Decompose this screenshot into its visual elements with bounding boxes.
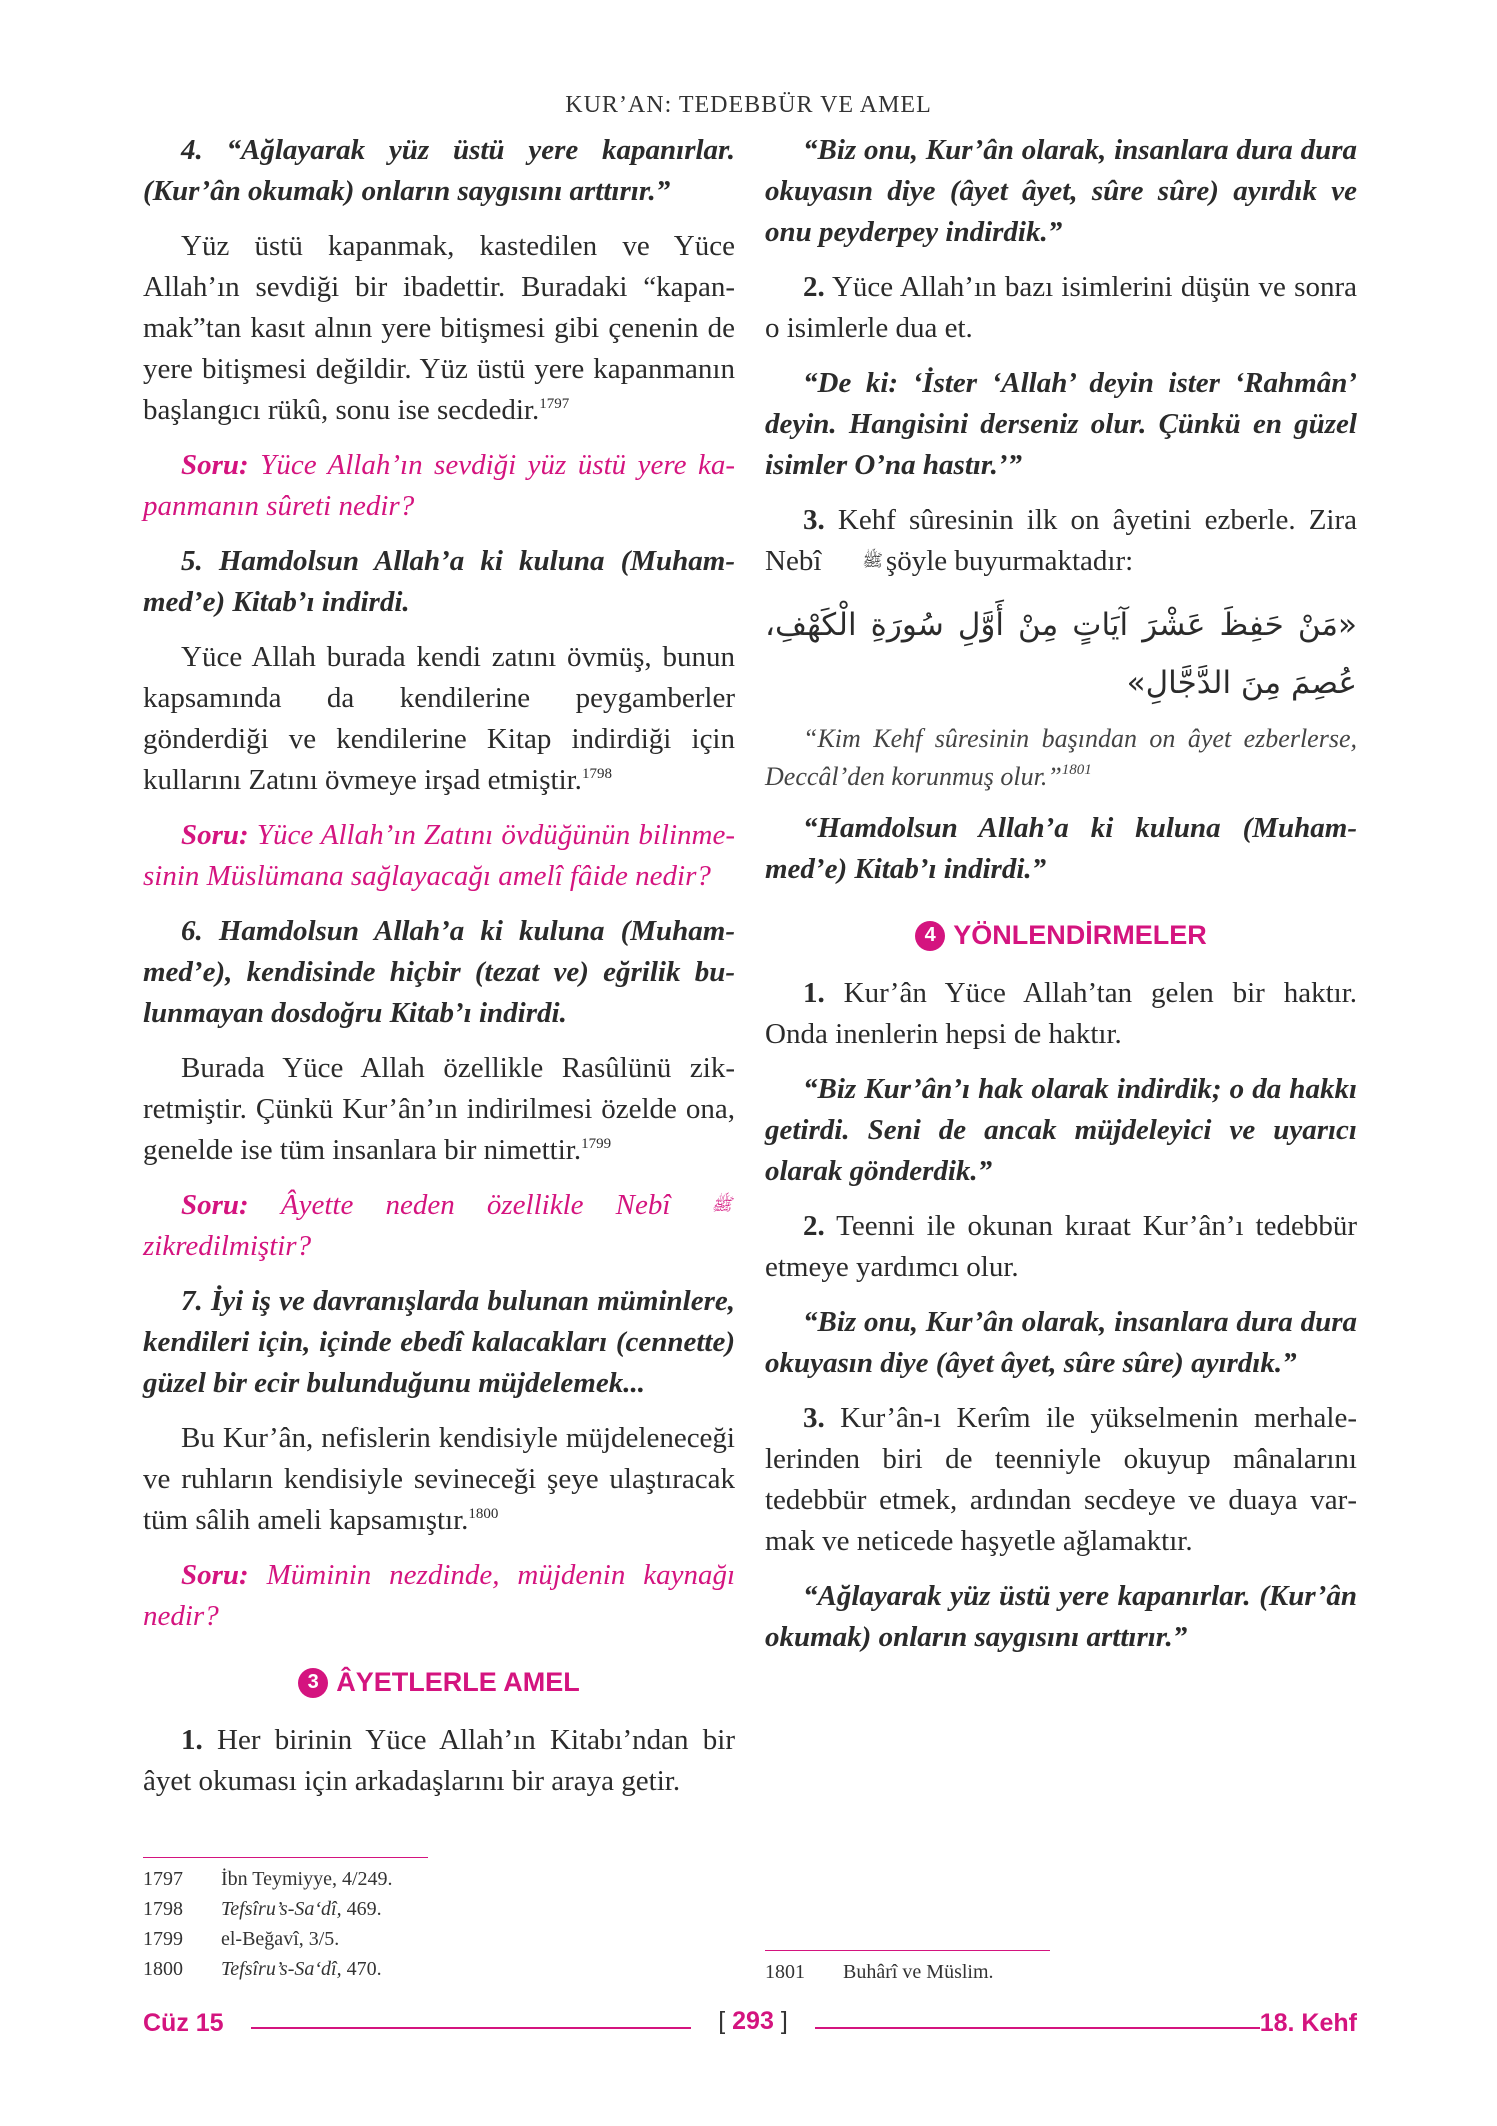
item-number: 1. [803, 977, 825, 1009]
footnote [143, 1954, 703, 1984]
item-number: 2. [803, 271, 825, 303]
page-number-value: 293 [732, 2007, 774, 2035]
commentary-text: Yüce Allah burada kendi zatını övmüş, bunun kapsamında da kendilerine peygamberler gönderdiği ve kendilerine Kitap indirdiği için kullarını Zatını övmeye irşad etmiştir. [143, 641, 735, 796]
footnote-ref-1798[interactable]: 1798 [581, 766, 612, 782]
footnote-text: 470. [341, 1958, 382, 1980]
footnote-number: 1797 [143, 1868, 183, 1890]
verse-quote: “Ağlayarak yüz üstü yere kapanırlar. (Kur’ân okumak) onların saygısını arttırır.” [765, 1580, 1357, 1653]
section-title: ÂYETLERLE AMEL [336, 1667, 580, 1697]
action-item [765, 267, 1357, 349]
arabic-hadith: «مَنْ حَفِظَ عَشْرَ آيَاتٍ مِنْ أَوَّلِ سُورَةِ الْكَهْفِ، عُصِمَ مِنَ الدَّجَّالِ» [765, 607, 1357, 701]
commentary-paragraph [143, 1418, 735, 1541]
section-heading-yonlendirmeler [765, 920, 1357, 951]
item-text: Kur’ân-ı Kerîm ile yükselmenin merhalelerinden biri de teenniyle okuyup mânalarını tedebbür etmek, ardından secdeye ve duaya varmak ve neticede haşyetle ağlamaktır. [765, 1402, 1358, 1557]
verse-quote: “De ki: ‘İster ‘Allah’ deyin ister ‘Rahmân’ deyin. Hangisini derseniz olur. Çünkü en güzel isimler O’na hastır.’” [765, 367, 1357, 481]
question-text: Yüce Allah’ın sevdiği yüz üstü yere kapanmanın sûreti nedir? [143, 449, 735, 522]
guidance-item [765, 1206, 1357, 1288]
section-title: YÖNLENDİRMELER [953, 920, 1207, 950]
action-item [765, 500, 1357, 582]
commentary-text: Yüz üstü kapanmak, kastedilen ve Yüce Allah’ın sevdiği bir ibadettir. Buradaki “kapanmak”tan kasıt alnın yere bitişmesi gibi çenenin de yere bitişmesi değildir. Yüz üstü yere kapanmanın başlangıcı rükû, sonu ise secdedir. [143, 230, 735, 426]
footnote-number: 1801 [765, 1961, 805, 1983]
item-number: 3. [803, 1402, 825, 1434]
commentary-text: Burada Yüce Allah özellikle Rasûlünü zikretmiştir. Çünkü Kur’ân’ın indirilmesi özelde ona, genelde ise tüm insanlara bir nimettir. [143, 1052, 735, 1166]
question [143, 815, 735, 897]
footnote-source-italic: Tefsîru’s-Sa‘dî, [221, 1898, 342, 1920]
item-text: Teenni ile okunan kıraat Kur’ân’ı tedebbür etmeye yardımcı olur. [765, 1210, 1357, 1283]
footnote-text: İbn Teymiyye, 4/249. [221, 1868, 393, 1890]
verse-quote: “Biz onu, Kur’ân olarak, insanlara dura dura okuyasın diye (âyet âyet, sûre sûre) ayırdık ve onu peyderpey indirdik.” [765, 134, 1357, 248]
commentary-paragraph [143, 1048, 735, 1171]
footnote-text: Buhârî ve Müslim. [843, 1961, 994, 1983]
juz-label: Cüz 15 [143, 2009, 224, 2037]
surah-label: 18. Kehf [1259, 2009, 1357, 2037]
item-text: Her birinin Yüce Allah’ın Kitabı’ndan bir âyet okuması için arkadaşlarını bir araya getir. [143, 1724, 735, 1797]
item-text: Yüce Allah’ın bazı isimlerini düşün ve sonra o isimlerle dua et. [765, 271, 1357, 344]
footnote-ref-1797[interactable]: 1797 [539, 396, 570, 412]
verse-heading-5: 5. Hamdolsun Allah’a ki kuluna (Muhammed’e) Kitab’ı indirdi. [143, 545, 735, 618]
item-number: 1. [181, 1724, 203, 1756]
page-bracket-open: [ [718, 2007, 726, 2035]
verse-quote: “Biz Kur’ân’ı hak olarak indirdik; o da hakkı getirdi. Seni de ancak müjdeleyici ve uyarıcı olarak gönderdik.” [765, 1073, 1357, 1187]
question [143, 1555, 735, 1637]
section-heading-ayetlerle-amel [143, 1667, 735, 1698]
verse-heading-6: 6. Hamdolsun Allah’a ki kuluna (Muhammed’e), kendisinde hiçbir (tezat ve) eğrilik bulunmayan dosdoğru Kitab’ı indirdi. [143, 915, 735, 1029]
footnote-ref-1800[interactable]: 1800 [468, 1506, 499, 1522]
footer-rule-left [251, 2027, 691, 2029]
footnote-ref-1801[interactable]: 1801 [1061, 762, 1092, 778]
item-text: Kur’ân Yüce Allah’tan gelen bir haktır. Onda inenlerin hepsi de haktır. [765, 977, 1358, 1050]
hadith-translation [765, 720, 1357, 796]
verse-heading-7: 7. İyi iş ve davranışlarda bulunan müminlere, kendileri için, içinde ebedî kalacakları (cennette) güzel bir ecir bulunduğunu müjdelemek... [143, 1285, 735, 1399]
guidance-item [765, 973, 1357, 1055]
salawat-glyph-icon: ﷺ [862, 551, 883, 571]
footnotes-right [765, 1957, 1325, 1987]
item-text: şöyle buyurmaktadır: [885, 545, 1134, 577]
question-text: Âyette neden özellikle Nebî [280, 1189, 671, 1221]
footnote [143, 1864, 703, 1894]
footnote-source-italic: Tefsîru’s-Sa‘dî, [221, 1958, 342, 1980]
footnote-number: 1800 [143, 1958, 183, 1980]
verse-heading-4: 4. “Ağlayarak yüz üstü yere kapanırlar. (Kur’ân okumak) onların saygısını arttırır.” [143, 134, 735, 207]
footer-rule-right [815, 2027, 1260, 2029]
question-label: Soru: [181, 819, 249, 851]
verse-quote: “Hamdolsun Allah’a ki kuluna (Muhammed’e) Kitab’ı indirdi.” [765, 812, 1357, 885]
section-number-badge: 3 [298, 1668, 328, 1698]
action-item [143, 1720, 735, 1802]
commentary-text: Bu Kur’ân, nefislerin kendisiyle müjdeleneceği ve ruhların kendisiyle sevineceği şeye ulaştıracak tüm sâlih ameli kapsamıştır. [143, 1422, 735, 1536]
question-text: zikredilmiştir? [143, 1230, 312, 1262]
section-number-badge: 4 [915, 921, 945, 951]
footnote-text: el-Beğavî, 3/5. [221, 1928, 340, 1950]
footnote-rule [143, 1857, 428, 1858]
question-text: Müminin nezdinde, müjdenin kaynağı nedir? [143, 1559, 736, 1632]
salawat-glyph-icon: ﷺ [711, 1195, 733, 1215]
verse-quote: “Biz onu, Kur’ân olarak, insanlara dura dura okuyasın diye (âyet âyet, sûre sûre) ayırdık.” [765, 1306, 1357, 1379]
footnote-rule [765, 1950, 1050, 1951]
right-column [765, 130, 1357, 1672]
question [143, 445, 735, 527]
footnotes-left [143, 1864, 703, 1984]
footnote-ref-1799[interactable]: 1799 [581, 1136, 612, 1152]
footnote [765, 1957, 1325, 1987]
question-label: Soru: [181, 449, 249, 481]
left-column [143, 130, 735, 1816]
item-number: 3. [803, 504, 825, 536]
question-text: Yüce Allah’ın Zatını övdüğünün bilinmesinin Müslümana sağlayacağı amelî fâide nedir? [143, 819, 735, 892]
footnote-number: 1799 [143, 1928, 183, 1950]
item-text: Kehf sûresinin ilk on âyetini ezberle. Zira Nebî [765, 504, 1358, 577]
question-label: Soru: [181, 1189, 249, 1221]
page-number [703, 2007, 803, 2036]
running-head: KUR’AN: TEDEBBÜR VE AMEL [565, 92, 932, 118]
commentary-paragraph [143, 637, 735, 801]
footnote-number: 1798 [143, 1898, 183, 1920]
commentary-paragraph [143, 226, 735, 431]
page-bracket-close: ] [780, 2007, 788, 2035]
translation-text: “Kim Kehf sûresinin başından on âyet ezberlerse, Deccâl’den korunmuş olur.” [765, 724, 1357, 791]
item-number: 2. [803, 1210, 825, 1242]
question-label: Soru: [181, 1559, 249, 1591]
footnote [143, 1924, 703, 1954]
guidance-item [765, 1398, 1357, 1562]
page-footer [143, 2009, 1357, 2045]
footnote-text: 469. [341, 1898, 382, 1920]
question [143, 1185, 735, 1267]
footnote [143, 1894, 703, 1924]
